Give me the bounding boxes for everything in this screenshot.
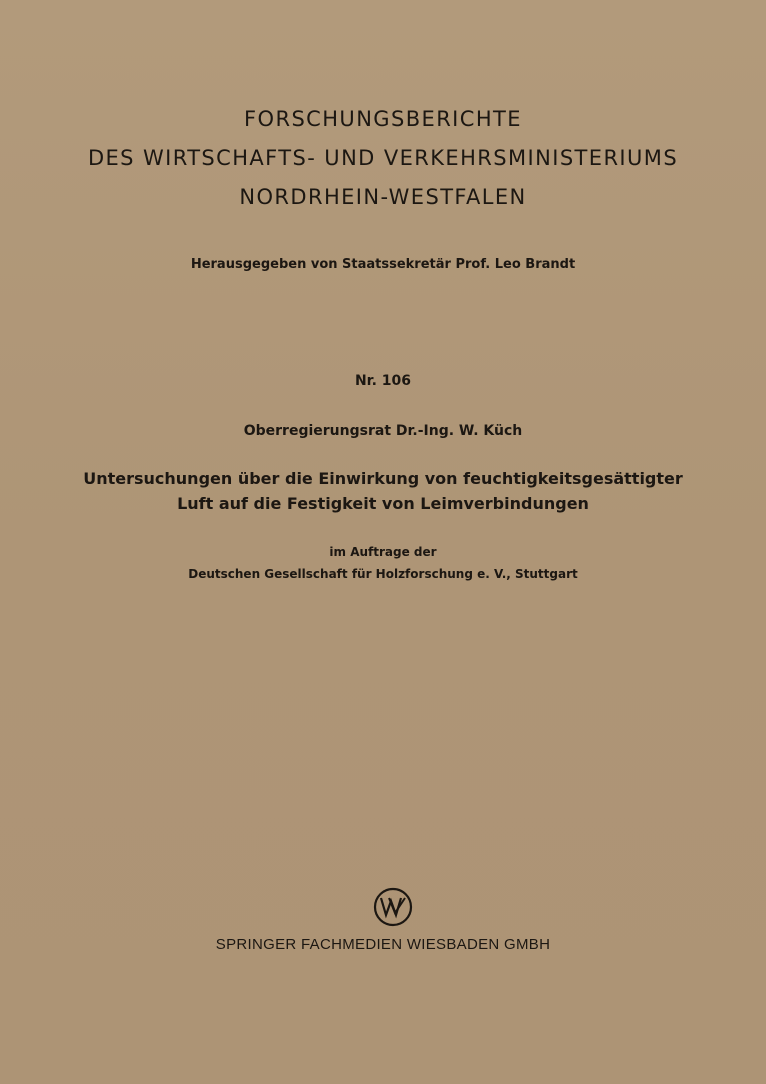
series-title-line-2: DES WIRTSCHAFTS- UND VERKEHRSMINISTERIUMS	[87, 146, 679, 170]
series-title-line-1: FORSCHUNGSBERICHTE	[244, 107, 522, 131]
author-line: Oberregierungsrat Dr.-Ing. W. Küch	[243, 423, 523, 439]
series-title-line-3: NORDRHEIN-WESTFALEN	[239, 185, 527, 209]
report-title-line-2: Luft auf die Festigkeit von Leimverbindungen	[177, 494, 589, 513]
report-title-line-1: Untersuchungen über die Einwirkung von feuchtigkeitsgesättigter	[83, 469, 683, 488]
publisher-name: SPRINGER FACHMEDIEN WIESBADEN GMBH	[215, 936, 551, 953]
editor-line: Herausgegeben von Staatssekretär Prof. Leo Brandt	[190, 257, 576, 272]
commission-line-2: Deutschen Gesellschaft für Holzforschung e. V., Stuttgart	[188, 567, 578, 581]
commission-line-1: im Auftrage der	[329, 545, 437, 559]
springer-wv-logo-icon	[373, 887, 413, 927]
report-number: Nr. 106	[354, 373, 412, 389]
